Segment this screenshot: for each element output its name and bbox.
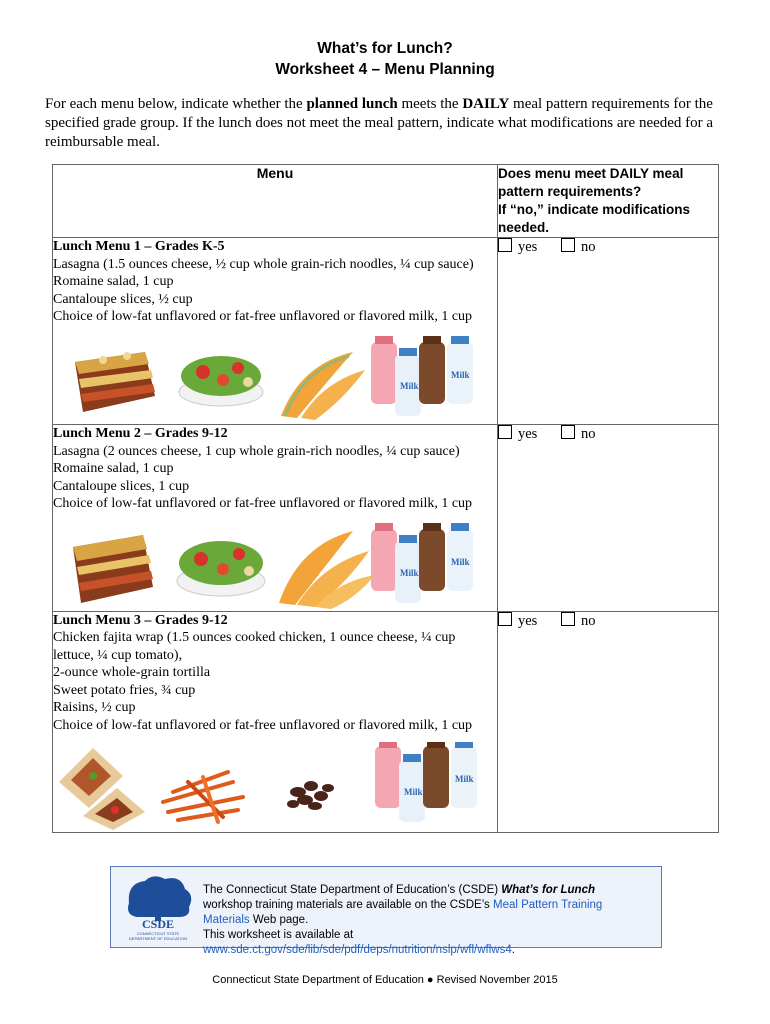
menu-item: Choice of low-fat unflavored or fat-free unflavored or flavored milk, 1 cup — [53, 309, 473, 324]
page-footer: Connecticut State Department of Education ● Revised November 2015 — [212, 974, 558, 986]
svg-text:CONNECTICUT STATE: CONNECTICUT STATE — [136, 931, 180, 936]
food-images — [53, 334, 497, 424]
yes-checkbox[interactable]: yes — [498, 612, 537, 630]
food-images — [53, 742, 497, 832]
checkbox-icon — [498, 238, 512, 252]
logo-text: CSDE — [141, 917, 175, 931]
checkbox-icon — [561, 612, 575, 626]
milk-label: Milk — [400, 380, 419, 391]
menu-item: Raisins, ½ cup — [53, 700, 136, 715]
milk-label: Milk — [451, 556, 470, 567]
milk-label: Milk — [404, 787, 423, 797]
milk-label: Milk — [451, 369, 470, 380]
svg-text:DEPARTMENT OF EDUCATION: DEPARTMENT OF EDUCATION — [128, 936, 188, 941]
milk-bottles-image — [371, 336, 473, 416]
lasagna-image — [73, 535, 153, 603]
yes-checkbox[interactable]: yes — [498, 238, 537, 256]
menu-item: Choice of low-fat unflavored or fat-free unflavored or flavored milk, 1 cup — [53, 496, 473, 511]
page-subtitle: Worksheet 4 – Menu Planning — [275, 61, 495, 78]
menu-item: Cantaloupe slices, 1 cup — [53, 478, 190, 494]
answer-cell-1 — [498, 238, 719, 425]
menu-item: 2-ounce whole-grain tortilla — [53, 665, 211, 680]
question-column-header: Does menu meet DAILY meal pattern requirements? If “no,” indicate modifications needed. — [498, 165, 719, 238]
resource-note-box — [110, 866, 662, 956]
menu-item: Romaine salad, 1 cup — [53, 461, 174, 476]
answer-cell-3 — [498, 611, 719, 833]
lasagna-image — [75, 352, 155, 412]
checkbox-icon — [498, 612, 512, 626]
fajita-wrap-image — [59, 748, 145, 830]
menu-title: Lunch Menu 3 – Grades 9-12 — [53, 612, 228, 628]
menu-item: Chicken fajita wrap (1.5 ounces cooked chicken, 1 ounce cheese, ¼ cup lettuce, ¼ cup tomato), — [53, 630, 456, 663]
menu-table — [52, 164, 719, 833]
checkbox-icon — [498, 425, 512, 439]
csde-logo — [119, 873, 197, 941]
checkbox-icon — [561, 425, 575, 439]
milk-bottles-image — [371, 523, 473, 603]
no-checkbox[interactable]: no — [561, 425, 596, 443]
menu-title: Lunch Menu 1 – Grades K-5 — [53, 239, 225, 254]
checkbox-icon — [561, 238, 575, 252]
menu-cell-2 — [53, 425, 498, 612]
sweet-potato-fries-image — [163, 772, 243, 822]
menu-item: Lasagna (2 ounces cheese, 1 cup whole grain-rich noodles, ¼ cup sauce) — [53, 443, 460, 459]
cantaloupe-image — [279, 531, 375, 609]
milk-label: Milk — [400, 567, 419, 578]
raisins-image — [287, 781, 334, 810]
instructions: For each menu below, indicate whether the planned lunch meets the DAILY meal pattern requirements for the specified grade group. If the lunch does not meet the meal pattern, indicate what modifications are needed for a reimbursable meal. — [45, 96, 714, 150]
answer-cell-2 — [498, 425, 719, 612]
worksheet-link[interactable]: www.sde.ct.gov/sde/lib/sde/pdf/deps/nutrition/nslp/wfl/wflws4 — [203, 944, 512, 956]
meal-pattern-link[interactable]: Meal Pattern Training Materials — [203, 899, 603, 926]
menu-cell-1 — [53, 238, 498, 425]
salad-image — [179, 356, 263, 406]
no-checkbox[interactable]: no — [561, 612, 596, 630]
milk-bottles-image — [375, 742, 477, 822]
yes-checkbox[interactable]: yes — [498, 425, 537, 443]
food-images — [53, 521, 497, 611]
page-title: What’s for Lunch? — [317, 40, 453, 57]
milk-label: Milk — [455, 774, 474, 784]
menu-item: Cantaloupe slices, ½ cup — [53, 291, 193, 307]
menu-item: Lasagna (1.5 ounces cheese, ½ cup whole grain-rich noodles, ¼ cup sauce) — [53, 256, 474, 272]
no-checkbox[interactable]: no — [561, 238, 596, 256]
menu-item: Choice of low-fat unflavored or fat-free unflavored or flavored milk, 1 cup — [53, 717, 473, 733]
menu-title: Lunch Menu 2 – Grades 9-12 — [53, 426, 228, 441]
menu-item: Sweet potato fries, ¾ cup — [53, 682, 196, 698]
menu-cell-3 — [53, 611, 498, 833]
resource-note-text: The Connecticut State Department of Education’s (CSDE) What’s for Lunch workshop training materials are available on the CSDE’s Meal Pattern Training Materials Web page. This worksheet is available at www.sde.ct.gov/sde/lib/sde/pdf/deps/nutrition/nslp/wfl/wflws4. — [203, 884, 603, 956]
salad-image — [177, 541, 265, 596]
cantaloupe-image — [281, 352, 365, 420]
menu-item: Romaine salad, 1 cup — [53, 274, 174, 289]
menu-column-header: Menu — [53, 165, 498, 238]
